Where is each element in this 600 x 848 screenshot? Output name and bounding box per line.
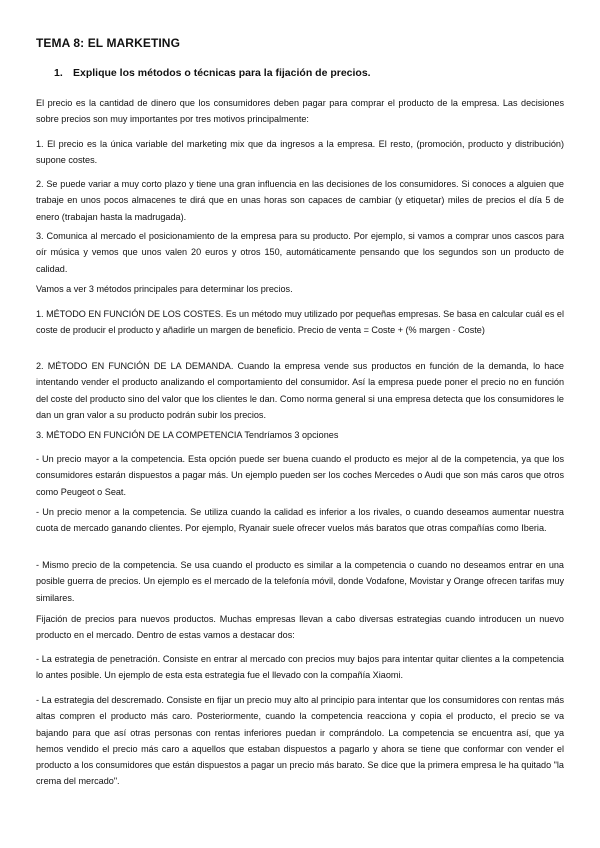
paragraph-reason-1: 1. El precio es la única variable del marketing mix que da ingresos a la empresa. El resto, (promoción, producto y distribución) supone costes. xyxy=(36,139,564,166)
question-heading xyxy=(54,67,371,79)
paragraph-method-demanda: 2. MÉTODO EN FUNCIÓN DE LA DEMANDA. Cuando la empresa vende sus productos en función de la demanda, lo hace intentando vender el producto analizando el comportamiento del consumidor. Así la empresa puede poner el precio no en función del coste del producto sino del valor que los clientes le dan. Como norma general si una empresa detecta que los consumidores le dan un gran valor a su producto podrán subir los precios. xyxy=(36,361,564,420)
paragraph-method-costes: 1. MÉTODO EN FUNCIÓN DE LOS COSTES. Es un método muy utilizado por pequeñas empresas. Se basa en calcular cuál es el coste de producir el producto y añadirle un margen de beneficio. Precio de venta = Coste + (% margen · Coste) xyxy=(36,309,564,336)
paragraph-precio-mayor: - Un precio mayor a la competencia. Esta opción puede ser buena cuando el producto es mejor al de la competencia, ya que los consumidores estarán dispuestos a pagar más. Un ejemplo pueden ser los coches Mercedes o Audi que son más caros que otros como Peugeot o Seat. xyxy=(36,454,564,497)
paragraph-reason-3: 3. Comunica al mercado el posicionamiento de la empresa para su producto. Por ejemplo, si vamos a comprar unos cascos para oír música y vemos que unos valen 20 euros y otros 150, automáticamente pensando que los segundos son un producto de calidad. xyxy=(36,231,564,274)
paragraph-nuevos-productos: Fijación de precios para nuevos productos. Muchas empresas llevan a cabo diversas estrategias cuando introducen un nuevo producto en el mercado. Dentro de estas vamos a destacar dos: xyxy=(36,614,564,641)
document-title: TEMA 8: EL MARKETING xyxy=(36,36,181,50)
paragraph-precio-menor: - Un precio menor a la competencia. Se utiliza cuando la calidad es inferior a los rivales, o cuando deseamos aumentar nuestra cuota de mercado ganando clientes. Por ejemplo, Ryanair suele ofrecer vuelos más baratos que otras compañías como Iberia. xyxy=(36,507,564,534)
paragraph-penetracion: - La estrategia de penetración. Consiste en entrar al mercado con precios muy bajos para intentar quitar clientes a la competencia lo antes posible. Un ejemplo de esta esta estrategia fue el llevado con la compañía Xiaomi. xyxy=(36,654,564,681)
paragraph-intro: El precio es la cantidad de dinero que los consumidores deben pagar para comprar el producto de la empresa. Las decisiones sobre precios son muy importantes por tres motivos principalmente: xyxy=(36,98,564,125)
paragraph-mismo-precio: - Mismo precio de la competencia. Se usa cuando el producto es similar a la competencia o cuando no deseamos entrar en una posible guerra de precios. Un ejemplo es el mercado de la telefonía móvil, donde Vodafone, Movistar y Orange ofrecen tarifas muy similares. xyxy=(36,560,564,603)
question-number: 1. xyxy=(54,67,63,79)
paragraph-method-competencia: 3. MÉTODO EN FUNCIÓN DE LA COMPETENCIA Tendríamos 3 opciones xyxy=(36,430,339,440)
paragraph-reason-2: 2. Se puede variar a muy corto plazo y tiene una gran influencia en las decisiones de los consumidores. Si conoces a alguien que trabaje en unos pocos almacenes te dirá que en unas horas son capaces de cambiar (y etiquetar) miles de precios el día 5 de enero (trabajan hasta la madrugada). xyxy=(36,179,564,222)
question-text: Explique los métodos o técnicas para la fijación de precios. xyxy=(73,67,371,79)
paragraph-descremado: - La estrategia del descremado. Consiste en fijar un precio muy alto al principio para intentar que los consumidores con rentas más altas compren el producto más caro. Posteriormente, cuando la competencia reacciona y copia el producto, el precio se va bajando para que así otras personas con rentas inferiores puedan ir comprándolo. La competencia se encuentra así, que ya hemos vendido el precio más caro a aquellos que estaban dispuestos a pagarlo y ahora se tiene que conformar con vender el producto a los consumidores que están dispuestos a pagar un precio más barato. Se dice que la primera empresa le ha quitado "la crema del mercado". xyxy=(36,695,564,787)
paragraph-methods-intro: Vamos a ver 3 métodos principales para determinar los precios. xyxy=(36,284,293,294)
